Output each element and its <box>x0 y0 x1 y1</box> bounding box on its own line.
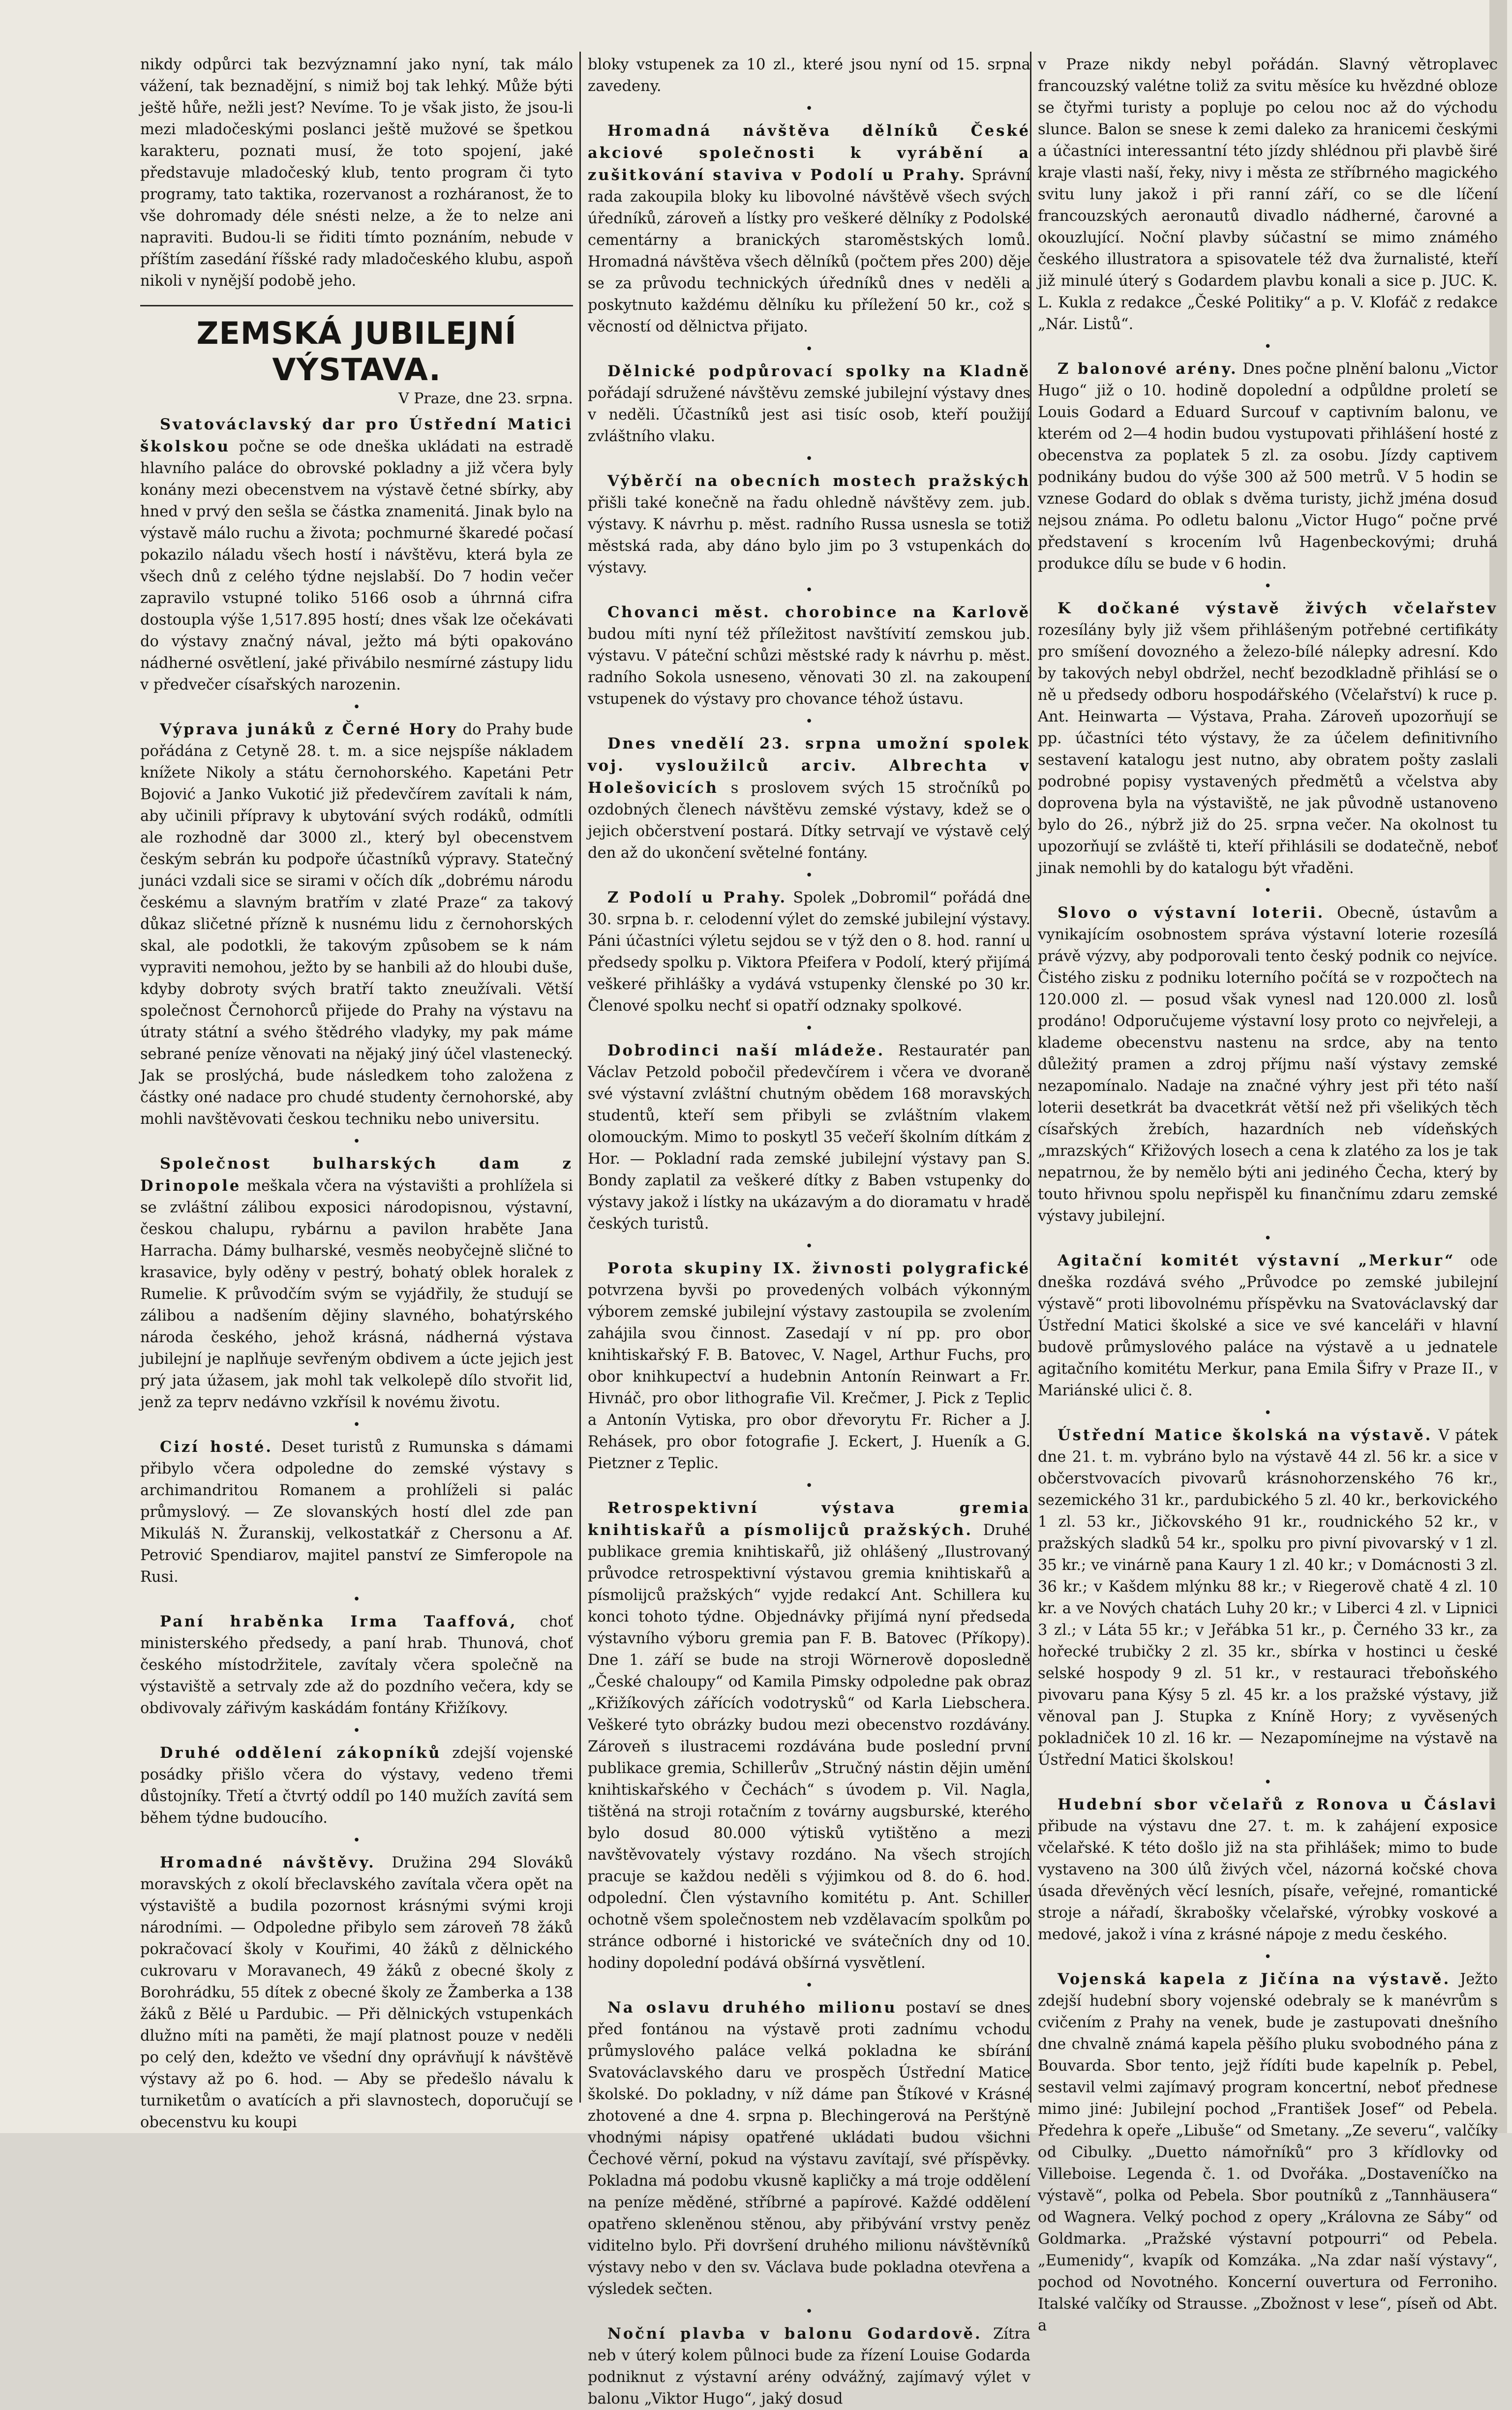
article-separator <box>1038 883 1498 898</box>
article-lead: Agitační komitét výstavní „Merkur“ <box>1058 1252 1455 1269</box>
article-paragraph <box>1038 1794 1498 1946</box>
article-lead: Chovanci měst. chorobince na Karlově <box>607 603 1030 621</box>
article-text: v Praze nikdy nebyl pořádán. Slavný větroplavec francouzský valétne toliž za svitu měsíce ku hvězdné obloze se čtyřmi turisty a popluje po celou noc až do východu slunce. Balon se snese k zemi daleko za hranicemi českými a účastníci interessantní této jízdy shlédnou při plavbě širé kraje vlasti naší, řeky, nivy i města ze stříbrného magického svitu luny jakož i při ranní září, co se dle líčení francouzských aeronautů divadlo nádherné, čarovné a okouzlující. Noční plavby súčastní se mimo známého českého illustratora a spisovatele též dva žurnalisté, kteří již minulé úterý s Godardem plavbu konali a sice p. JUC. K. L. Kukla z redakce „České Politiky“ a p. V. Klofáč z redakce „Nár. Listů“. <box>1038 56 1498 333</box>
article-paragraph <box>588 1258 1030 1475</box>
article-lead: Výběrčí na obecních mostech pražských <box>607 472 1030 490</box>
article-separator <box>140 1417 573 1432</box>
article-text: ode dneška rozdává svého „Průvodce po zemské jubilejní výstavě“ proti libovolnému příspěvku na Svatováclavský dar Ústřední Matici školské a sice ve své kanceláři v hlavní budově průmyslového paláce na výstavě a u jednatele agitačního komitétu Merkur, pana Emila Šifry v Praze II., v Mariánské ulici č. 8. <box>1038 1252 1498 1399</box>
article-text: rozesílány byly již všem přihlášeným potřebné certifikáty pro smíšení dovozného a železo-bílé nálepky adresní. Kdo by takových nebyl obdržel, nechť bezodkladně přihlásí se o ně u předsedy odboru hospodářského (Včelařství) k ruce p. Ant. Heinwarta — Výstava, Praha. Zároveň upozorňují se pp. účastníci této výstavy, že za účelem definitivního sestavení katalogu jest nutno, aby obratem pošty zaslali podrobné popisy vystavených předmětů a včelstva aby doprovena byla na výstaviště, ne jak původně ustanoveno bylo do 26., nýbrž již do 25. srpna večer. Na okolnost tu upozorňují se zvláště ti, kteří přihlásili se dodatečně, neboť jinak nemohli by do katalogu být vřaděni. <box>1038 622 1498 877</box>
article-lead: Porota skupiny IX. živnosti polygrafické <box>607 1260 1030 1277</box>
article-lead: Retrospektivní výstava gremia knihtiskařů a písmolijců pražských. <box>588 1499 1030 1539</box>
article-paragraph <box>140 1436 573 1588</box>
article-paragraph <box>140 1852 573 2134</box>
article-text: budou míti nyní též příležitost navštívití zemskou jub. výstavu. V páteční schůzi městské rady k návrhu p. měst. radního Sokola usneseno, věnovati 30 zl. na zakoupení vstupenek do výstavy pro chovance téhož ústavu. <box>588 626 1030 708</box>
article-text: Deset turistů z Rumunska s dámami přibylo včera odpoledne do zemské výstavy s archimandritou Romanem a prohlíželi si palác průmyslový. — Ze slovanských hostí dlel zde pan Mikuláš N. Žuranskij, velkostatkář z Chersonu a Af. Petrović Spendiarov, majitel panství ze Simferopole na Rusi. <box>140 1439 574 1586</box>
article-paragraph <box>588 2323 1030 2410</box>
article-paragraph <box>140 414 573 696</box>
article-lead: Cizí hosté. <box>160 1438 273 1456</box>
article-separator <box>588 452 1030 466</box>
article-lead: Vojenská kapela z Jičína na výstavě. <box>1058 1970 1451 1988</box>
article-paragraph <box>1038 54 1498 335</box>
article-separator <box>588 1021 1030 1036</box>
column-3-articles <box>1038 54 1498 2337</box>
article-paragraph <box>1038 1968 1498 2337</box>
article-paragraph <box>588 1040 1030 1235</box>
article-text: přibude na výstavu dne 27. t. m. k zahájení exposice včelařské. K této došlo již na sta přihlášek; mimo to bude vystaveno na 300 úlů živých včel, názorná kočské chova úsada dřevěných věcí lesních, písaře, veřejné, romantické stroje a nářadí, škrabošky včelařské, výrobky voskové a medové, jakož i vína z krásné nápoje z medu českého. <box>1038 1818 1498 1943</box>
article-lead: Z balonové arény. <box>1058 360 1238 378</box>
article-text: pořádají sdružené návštěvu zemské jubilejní výstavy dnes v neděli. Účastníků jest asi tisíc osob, kteří použijí zvláštního vlaku. <box>588 385 1030 445</box>
article-lead: Druhé oddělení zákopníků <box>160 1744 442 1762</box>
article-text: bloky vstupenek za 10 zl., které jsou nyní od 15. srpna zavedeny. <box>588 56 1030 95</box>
article-separator <box>588 714 1030 729</box>
article-separator <box>588 1478 1030 1493</box>
article-paragraph <box>1038 1250 1498 1402</box>
article-separator <box>1038 1406 1498 1420</box>
article-paragraph <box>140 1611 573 1719</box>
article-lead: Dobrodinci naší mládeže. <box>607 1042 885 1059</box>
article-text: do Prahy bude pořádána z Cetyně 28. t. m. a sice nejspíše nákladem knížete Nikoly a státu černohorského. Kapetáni Petr Bojović a Janko Vukotić již předevčírem zavítali k nám, aby učinili přípravy k ubytování svých rodáků, odmítli ale rozhodně dar 3000 zl., který byl obecenstvem českým sebrán ku podpoře účastníků výpravy. Statečný junáci vzdali sice se sirami v očích dík „dobrému národu českému a slavným bratřím v zlaté Praze“ za takový důkaz sličetné přízně k nusnému lidu z černohorských skal, ale podotkli, že takovým způsobem se k nám vypraviti nemohou, ježto by se hanbili až do hloubi duše, kdyby dobroty svých bratří takto zneužívali. Větší společnost Černohorců přijede do Prahy na výstavu na útraty státní a svého štědrého vladyky, my pak máme sebrané peníze věnovati na nějaký jiný účel vlastenecký. Jak se proslýchá, bude následkem toho založena z částky oné nadace pro chudé studenty černohorské, aby mohli navštěvovati českou techniku nebo universitu. <box>140 721 573 1128</box>
article-separator <box>1038 1231 1498 1246</box>
article-separator <box>588 583 1030 598</box>
article-separator <box>140 1833 573 1848</box>
article-separator <box>588 868 1030 883</box>
article-separator <box>1038 1950 1498 1964</box>
intro-paragraph: nikdy odpůrci tak bezvýznamní jako nyní, tak málo vážení, tak beznadějní, s nimiž boj tak lehký. Může býti ještě hůře, nežli jest? Nevíme. To je však jisto, že jsou-li mezi mladočeskými poslanci ještě mužové se špetkou karakteru, poznati musí, že toto spojení, jaké představuje mladočeský klub, tento program či tyto programy, tato taktika, rozervanost a rozháranost, že to vše dohromady déle snésti nelze, a že to nelze ani napraviti. Budou-li se řiditi tímto poznáním, nebude v příštím zasedání říšské rady mladočeského klubu, aspoň nikoli v nynější podobě jeho. <box>140 56 573 290</box>
article-separator <box>588 1978 1030 1993</box>
article-paragraph <box>140 1153 573 1414</box>
article-lead: Společnost bulharských dam z Drinopole <box>140 1155 573 1195</box>
article-text: počne se ode dneška ukládati na estradě hlavního paláce do obrovské pokladny a již včera byly konány mezi obecenstvem na výstavě četné sbírky, aby hned v prvý den sešla se částka znamenitá. Jinak bylo na výstavě málo ruchu a života; pochmurné škaredé počasí pokazilo náladu všech hostí i návštěvu, která byla ze všech dnů z celého týdne nejslabší. Do 7 hodin večer zapravilo vstupné toliko 5166 osob a úhrnná cifra dostoupla výše 1,517.895 hostí; dnes však lze očekávati do výstavy značný nával, ježto má býti opakováno nádherné osvětlení, jaké přivábilo nesmírné zástupy lidu v předvečer císařských narozenin. <box>140 438 573 693</box>
article-paragraph <box>588 887 1030 1017</box>
article-paragraph <box>588 1497 1030 1974</box>
column-1-articles <box>140 414 573 2134</box>
article-separator <box>140 700 573 715</box>
article-separator <box>588 342 1030 357</box>
article-text: Družina 294 Slováků moravských z okolí břeclavského zavítala včera opět na výstaviště a budila pozornost krásnými svými kroji národními. — Odpoledne přibylo sem zároveň 78 žáků pokračovací školy v Kouřimi, 40 žáků z dělnického cukrovaru v Moravanech, 49 žáků z obecné školy z Borohrádku, 55 dítek z obecné školy ze Žamberka a 138 žáků z Bělé u Pardubic. — Při dělnických vstupenkách dlužno míti na paměti, že mají platnost pouze v neděli po celý den, kdežto ve všední dny oprávňují k návštěvě výstavy až po 6. hod. — Aby se předešlo návalu k turniketům o avatících a při slavnostech, doporučují se obecenstvu ku koupi <box>140 1854 573 2131</box>
section-headline: ZEMSKÁ JUBILEJNÍ VÝSTAVA. <box>140 305 573 388</box>
article-lead: Dělnické podpůrovací spolky na Kladně <box>607 362 1030 380</box>
article-paragraph <box>588 602 1030 710</box>
article-paragraph <box>140 1742 573 1829</box>
article-paragraph <box>588 1997 1030 2300</box>
article-separator <box>140 1723 573 1738</box>
article-text: Ježto zdejší hudební sbory vojenské odebraly se k manévrům s cvičením z Prahy na venek, bude je zastupovati dnešního dne chvalně známá kapela pěšího pluku svobodného pána z Bouvarda. Sbor tento, jejž řídíti bude kapelník p. Pebel, sestavil velmi zajímavý program koncertní, neboť přednese mimo jiné: Jubilejní pochod „František Josef“ od Pebela. Předehra k opeře „Libuše“ od Smetany. „Ze severu“, valčíky od Cibulky. „Duetto námořníků“ pro 3 křídlovky od Villeboise. Legenda č. 1. od Dvořáka. „Dostaveníčko na výstavě“, polka od Pebela. Sbor poutníků z „Tannhäusera“ od Wagnera. Velký pochod z opery „Královna ze Sáby“ od Goldmarka. „Pražské výstavní potpourri“ od Pebela. „Eumenidy“, kvapík od Komzáka. „Na zdar naší výstavy“, pochod od Novotného. Koncerní ouvertura od Ferroniho. Italské valčíky od Straussе. „Zbožnost v lese“, píseň od Abt. a <box>1038 1971 1498 2334</box>
article-text: Spolek „Dobromil“ pořádá dne 30. srpna b. r. celodenní výlet do zemské jubilejní výstavy. Páni účastníci výletu sejdou se v týž den o 8. hod. ranní u předsedy spolku p. Viktora Pfeifera v Podolí, který přijímá veškeré přihlášky a vydává vstupenky členské po 30 kr. Členové spolku nechť si opatří odznaky spolkové. <box>588 889 1031 1015</box>
column-2-articles <box>588 54 1030 2410</box>
article-lead: Svatováclavský dar pro Ústřední Matici školskou <box>140 416 573 455</box>
column-3 <box>1038 54 1498 2334</box>
article-paragraph <box>1038 598 1498 879</box>
article-lead: Z Podolí u Prahy. <box>607 889 787 906</box>
article-text: s proslovem svých 15 stročníků po ozdobných členech návštěvu zemské výstavy, kdež se o jejich občerstvení postará. Dítky setrvají ve výstavě celý den až do ukončení světelné fontány. <box>588 780 1030 862</box>
article-separator <box>588 2304 1030 2319</box>
article-text: Obecně, ústavům a vynikajícím osobnostem správa výstavní loterie rozesílá právě výzvy, aby podporovali tento český podnik co nejvíce. Čistého zisku z podniku loterního počítá se v rozpočtech na 120.000 zl. — posud však vynesl nad 120.000 zl. losů prodáno! Odporučujeme výstavní losy proto co nejvřeleji, a klademe obecenstvu nastenu na srdce, aby na tento důležitý pramen a zdroj příjmu naší výstavy zemské nezapomínalo. Nadaje na značné výhry jest při této naší loterii desetkrát ba dvacetkrát větší než při všelikých těch císařských žrebích, hazardních neb vídeňských „mrazských“ Křižových losech a cena k zlatého za los je tak nepatrnou, že by nemělo býti ani jediného Čecha, který by touto hřivnou spolu nepřispěl ku finančnímu zdaru zemské výstavy jubilejní. <box>1038 904 1498 1225</box>
dateline: V Praze, dne 23. srpna. <box>398 390 573 407</box>
article-paragraph <box>1038 902 1498 1227</box>
article-paragraph <box>1038 358 1498 575</box>
article-text: Druhé publikace gremia knihtiskařů, již ohlášený „Ilustrovaný průvodce retrospektivní výstavou gremia knihtiskařů a písmolijců pražských“ vyjde redakcí Ant. Schillera ku konci tohoto týdne. Objednávky přijímá nyní předseda výstavního výboru gremia pan F. B. Batovec (Příkopy). Dne 1. září se bude na stroji Wörnerově doposledně „České chaloupy“ od Kamila Pimsky odpoledne pak obraz „Křižíkových zářících vodotrysků“ od Karla Liebschera. Veškeré tyto obrázky budou mezi obecenstvo rozdávány. Zároveň s ilustracemi rozdávána bude poslední první publikace gremia, Schillerův „Stručný nástin dějin umění knihtiskařského v Čechách“ s úvodem p. Vil. Nagla, tištěná na stroji rotačním z továrny augsburské, kterého bylo dosud 80.000 výtisků vytištěno a mezi navštěvovately výstavy rozdáno. Na všech strojích pracuje se každou neděli s výjimkou od 8. do 6. hod. odpolední. Člen výstavního komitétu p. Ant. Schiller ochotně všem společnostem neb vzdělavacím spolkům po stránce odborné i historické ve svátečních dny od 10. hodiny dopolední podává obšírná vysvětlení. <box>588 1522 1030 1972</box>
article-lead: Noční plavba v balonu Godardově. <box>607 2325 982 2343</box>
article-text: meškala včera na výstavišti a prohlížela si se zvláštní zálibou exposici národopisnou, výstavní, českou chalupu, rybárnu a pavilon hraběte Jana Harracha. Dámy bulharské, vesměs neobyčejně sličné to krasavice, byly oděny v pestrý, bohatý oblek horalek z Rumelie. K průvodčím svým se vyjádřily, že studují se zálibou a nadšením dějiny slavného, bohatýrského národa českého, jehož krásná, nádherná výstava jubilejní je naplňuje sevřeným obdivem a úcte jejich jest prý jata úžasem, jak mohl tak velkolepě dílo stvořit lid, jenž za teprv nedávno vzkřísil k novému životu. <box>140 1177 573 1411</box>
column-1 <box>140 54 574 2131</box>
article-text: Restauratér pan Václav Petzold pobočil předevčírem i včera ve dvoraně své výstavní zvláštní chutným obědem 168 moravských studentů, kteří sem přibyli se zvláštním vlakem olomouckým. Mimo to poskytl 35 večeří školním dítkám z Hor. — Pokladní rada zemské jubilejní výstavy pan S. Bondy zaplatil za veškeré dítky z Baben vstupenky do výstavy jakož i lístky na ukázavým a do dioramatu v hradě českých turistů. <box>588 1042 1030 1233</box>
article-paragraph <box>1038 1424 1498 1771</box>
article-lead: K dočkané výstavě živých včelařstev <box>1058 600 1498 617</box>
article-text: Správní rada zakoupila bloky ku libovolné návštěvě všech svých úředníků, zároveň a lístky pro veškeré dělníky z Podolské cementárny a branických staroměstských lomů. Hromadná návštěva všech dělníků (počtem přes 200) děje se za průvodu technických úředníků dnes v neděli a poskytnuto každému dělníku ku příležení 50 kr., což s věcností od dělnictva přijato. <box>588 167 1031 335</box>
article-lead: Výprava junáků z Černé Hory <box>160 721 458 738</box>
article-text: potvrzena byvši po provedených volbách výkonným výborem zemské jubilejní výstavy zastoupila se zvolením zahájila svou činnost. Zasedají v ní pp. pro obor knihtiskařský F. B. Batovec, V. Nagel, Arthur Fuchs, pro obor knihkupectví a hudebnin Antonín Reinwart a Fr. Hivnáč, pro obor lithografie Vil. Krečmer, J. Pick z Teplic a Antonín Vytiska, pro obor dřevorytu Fr. Richer a J. Rehásek, pro obor fotografie J. Eckert, J. Hueník a G. Pietzner z Teplic. <box>588 1282 1030 1472</box>
article-lead: Hromadné návštěvy. <box>160 1854 376 1871</box>
article-paragraph <box>588 733 1030 864</box>
article-paragraph <box>588 120 1030 338</box>
article-text: postaví se dnes před fontánou na výstavě proti zadnímu vchodu průmyslového paláce velká pokladna ke sbírání Svatováclavského daru ve prospěch Ústřední Matice školské. Do pokladny, v níž dáme pan Štíkové v Krásné zhotovené a dne 4. srpna p. Blechingerová na Perštýně vhodnými nápisy opatřené ukládati budou všichni Čechové věrní, pokud na výstavu zavítají, své příspěvky. Pokladna má podobu vkusně kapličky a má troje oddělení na peníze měděné, stříbrné a papírové. Každé oddělení opatřeno skleněnou stěnou, aby přibývání vrstvy peněz viditelno bylo. Při dovršení druhého milionu návštěvníků výstavy nebo v den sv. Václava bude pokladna otevřena a výsledek sečten. <box>588 1999 1030 2298</box>
article-text: Zítra neb v úterý kolem půlnoci bude za řízení Louise Godarda podniknut z výstavní arény odvážný, zajímavý výlet v balonu „Viktor Hugo“, jaký dosud <box>588 2325 1030 2408</box>
article-separator <box>588 1239 1030 1254</box>
article-lead: Paní hraběnka Irma Taaffová, <box>160 1613 517 1630</box>
article-paragraph <box>588 470 1030 579</box>
article-separator <box>140 1134 573 1149</box>
article-lead: Ústřední Matice školská na výstavě. <box>1058 1426 1433 1444</box>
article-separator <box>1038 1775 1498 1790</box>
article-separator <box>1038 579 1498 594</box>
article-paragraph <box>140 719 573 1130</box>
article-text: choť ministerského předsedy, a paní hrab. Thunová, choť českého místodržitele, zavítaly včera společně na výstaviště a setrvaly zde až do pozdního večera, kdy se obdivovaly zářivým kaskádám fontány Křižíkovy. <box>140 1613 573 1717</box>
article-text: zdejší vojenské posádky přišlo včera do výstavy, vedeno třemi důstojníky. Třetí a čtvrtý oddíl po 140 mužích zavítá sem během týdne budoucího. <box>140 1745 574 1827</box>
column-2 <box>588 54 1031 2408</box>
article-separator <box>140 1592 573 1607</box>
article-text: V pátek dne 21. t. m. vybráno bylo na výstavě 44 zl. 56 kr. a sice v občerstvovacích pivovarů krásnohorzenského 76 kr., sezemického 31 kr., pardubického 5 zl. 40 kr., berkovického 1 zl. 53 kr., Jičkovského 91 kr., roudnického 52 kr., v pražských sladků 54 kr., spolku pro pivní pivovarský v 1 zl. 35 kr.; ve vinárně pana Kaury 1 zl. 40 kr.; v Domácnosti 3 zl. 36 kr.; v Kašdem mlýnku 88 kr.; v Riegerově chatě 4 zl. 10 kr. a ve Nových chatách Luhy 20 kr.; v Liberci 4 zl. v Lipnici 3 zl.; v Láta 55 kr.; v Jeřábka 51 kr., p. Černého 33 kr., za hořecké trubičky 2 zl. 35 kr., sbírka v hostinci u české selské hospody 9 zl. 51 kr., v restauraci třeboňského pivovaru pana Kýsy 5 zl. 45 kr. a los pražské výstavy, již věnoval pan J. Stupka z Kníně Hory; z vyvěsených pokladniček 10 zl. 16 kr. — Nezapomínejme na výstavě na Ústřední Matici školskou! <box>1038 1427 1498 1769</box>
article-separator <box>1038 339 1498 354</box>
article-lead: Hromadná návštěva dělníků České akciové společnosti k vyrábění a zušitkování staviva v Podolí u Prahy. <box>588 122 1030 184</box>
article-text: Dnes počne plnění balonu „Victor Hugo“ již o 10. hodině dopolední a odpůldne proletí se Louis Godard a Eduard Surcouf v captivním balonu, ve kterém od 2—4 hodin budou vystupovati přihlášení hosté z obecenstva za poplatek 5 zl. za osobu. Jízdy captivem podnikány budou do výše 300 až 500 metrů. V 5 hodin se vznese Godard do oblak s dvěma turisty, jichž jména dosud nejsou známa. Po odletu balonu „Victor Hugo“ počne prvé představení s krocením lvů Hagenbeckovými; druhá produkce dílu se bude v 6 hodin. <box>1038 361 1498 572</box>
article-lead: Dnes vnedělí 23. srpna umožní spolek voj. vysloužilců arciv. Albrechta v Holešovicích <box>588 735 1030 797</box>
article-paragraph <box>588 361 1030 448</box>
column-rule <box>579 52 581 2103</box>
article-lead: Na oslavu druhého milionu <box>607 1999 897 2017</box>
article-paragraph <box>588 54 1030 97</box>
article-lead: Hudební sbor včelařů z Ronova u Čáslavi <box>1058 1796 1498 1813</box>
article-text: přišli také konečně na řadu ohledně návštěvy zem. jub. výstavy. K návrhu p. měst. radního Russa usnesla se totiž městská rada, aby dáno bylo jim po 3 vstupenkách do výstavy. <box>588 494 1030 576</box>
article-lead: Slovo o výstavní loterii. <box>1058 904 1325 922</box>
article-separator <box>588 101 1030 116</box>
